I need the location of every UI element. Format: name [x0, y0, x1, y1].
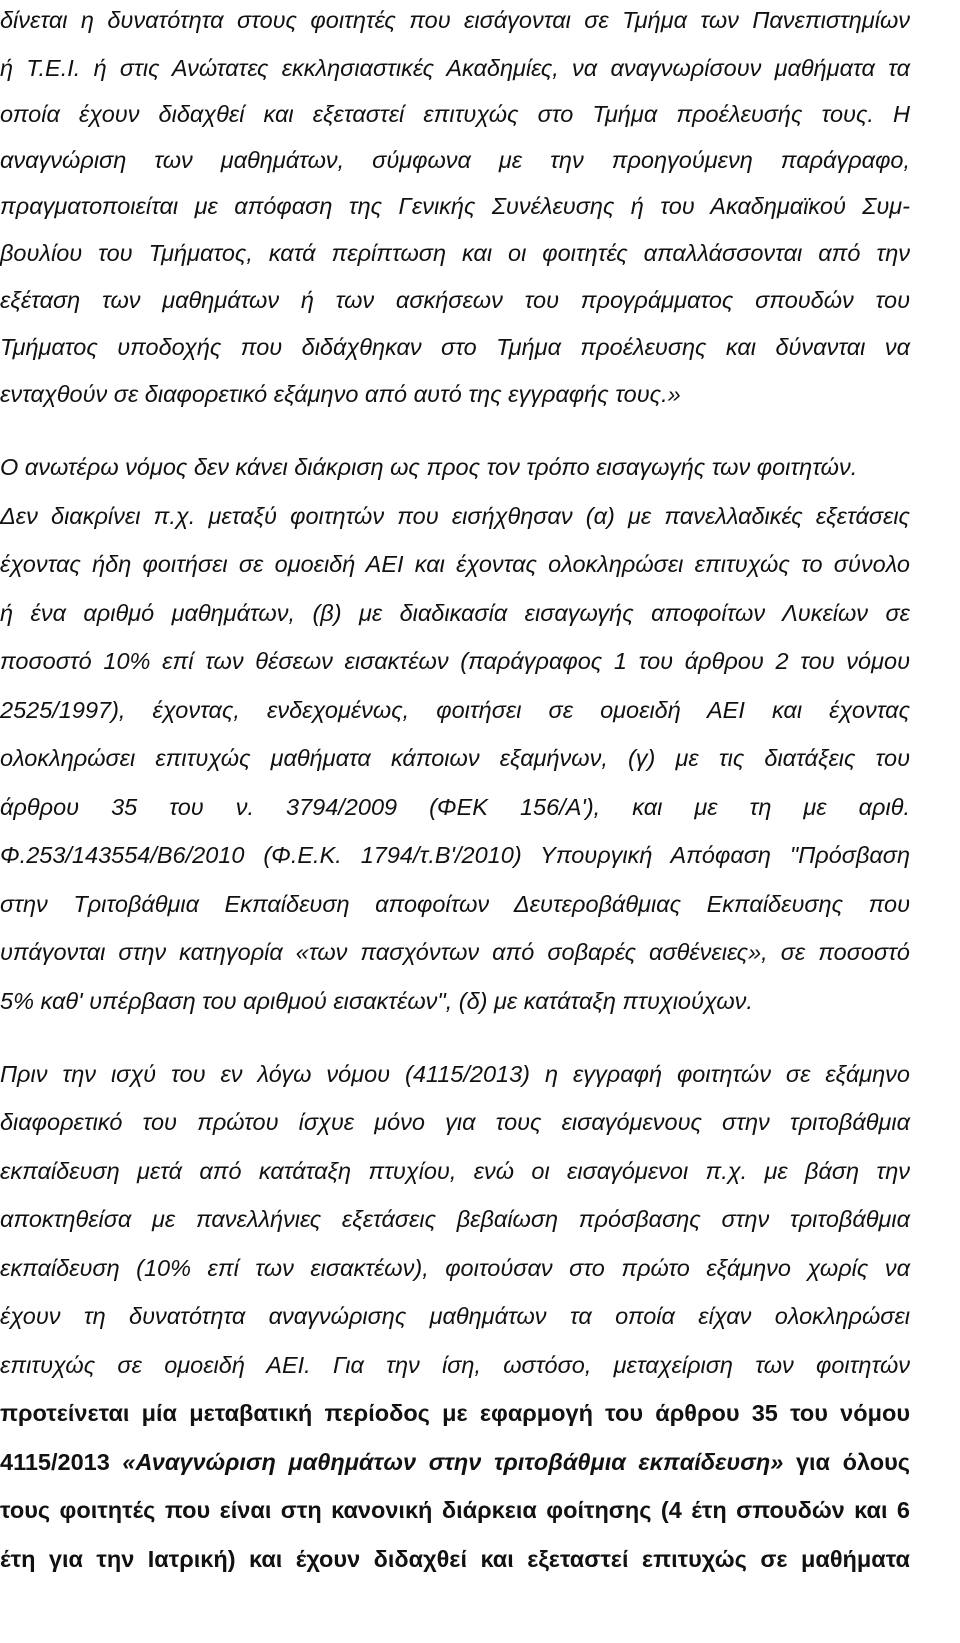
bold-text-line: τους φοιτητές που είναι στη κανονική διάρκεια φοίτησης (4 έτη σπουδών και 6 — [0, 1497, 910, 1523]
text-line: έχοντας ήδη φοιτήσει σε ομοειδή ΑΕΙ και έχοντας ολοκληρώσει επιτυχώς το σύνολο — [0, 551, 910, 577]
bold-text-line: έτη για την Ιατρική) και έχουν διδαχθεί και εξεταστεί επιτυχώς σε μαθήματα — [0, 1546, 910, 1572]
text-line: 5% καθ' υπέρβαση του αριθμού εισακτέων", (δ) με κατάταξη πτυχιούχων. — [0, 988, 753, 1014]
text-line: οποία έχουν διδαχθεί και εξεταστεί επιτυχώς στο Τμήμα προέλευσής τους. Η — [0, 101, 910, 127]
text-line: Φ.253/143554/Β6/2010 (Φ.Ε.Κ. 1794/τ.Β'/2010) Υπουργική Απόφαση "Πρόσβαση — [0, 842, 910, 868]
text-line: 2525/1997), έχοντας, ενδεχομένως, φοιτήσει σε ομοειδή ΑΕΙ και έχοντας — [0, 697, 910, 723]
text-line: υπάγονται στην κατηγορία «των πασχόντων από σοβαρές ασθένειες», σε ποσοστό — [0, 939, 910, 965]
text-line: ή Τ.Ε.Ι. ή στις Ανώτατες εκκλησιαστικές Ακαδημίες, να αναγνωρίσουν μαθήματα τα — [0, 55, 910, 81]
quoted-title: «Αναγνώριση μαθημάτων στην τριτοβάθμια εκπαίδευση» — [122, 1449, 784, 1475]
text-line: Τμήματος υποδοχής που διδάχθηκαν στο Τμήμα προέλευσης και δύνανται να — [0, 334, 910, 360]
text-line: έχουν τη δυνατότητα αναγνώρισης μαθημάτων τα οποία είχαν ολοκληρώσει — [0, 1303, 910, 1329]
text-line: Δεν διακρίνει π.χ. μεταξύ φοιτητών που εισήχθησαν (α) με πανελλαδικές εξετάσεις — [0, 503, 910, 529]
bold-text-line: προτείνεται μία μεταβατική περίοδος με εφαρμογή του άρθρου 35 του νόμου — [0, 1400, 910, 1426]
text-line: διαφορετικό του πρώτου ίσχυε μόνο για τους εισαγόμενους στην τριτοβάθμια — [0, 1109, 910, 1135]
text-line: δίνεται η δυνατότητα στους φοιτητές που εισάγονται σε Τμήμα των Πανεπιστημίων — [0, 7, 910, 33]
text-line: πραγματοποιείται με απόφαση της Γενικής Συνέλευσης ή του Ακαδημαϊκού Συμ- — [0, 193, 910, 219]
text-run: 4115/2013 — [0, 1449, 123, 1475]
text-line: εκπαίδευση μετά από κατάταξη πτυχίου, ενώ οι εισαγόμενοι π.χ. με βάση την — [0, 1158, 910, 1184]
text-line: στην Τριτοβάθμια Εκπαίδευση αποφοίτων Δευτεροβάθμιας Εκπαίδευσης που — [0, 891, 910, 917]
text-line: ποσοστό 10% επί των θέσεων εισακτέων (παράγραφος 1 του άρθρου 2 του νόμου — [0, 648, 910, 674]
text-line: ολοκληρώσει επιτυχώς μαθήματα κάποιων εξαμήνων, (γ) με τις διατάξεις του — [0, 745, 910, 771]
text-run: για όλους — [783, 1449, 910, 1475]
text-line: Πριν την ισχύ του εν λόγω νόμου (4115/2013) η εγγραφή φοιτητών σε εξάμηνο — [0, 1061, 910, 1087]
text-line: επιτυχώς σε ομοειδή ΑΕΙ. Για την ίση, ωστόσο, μεταχείριση των φοιτητών — [0, 1352, 910, 1378]
text-line: εκπαίδευση (10% επί των εισακτέων), φοιτούσαν στο πρώτο εξάμηνο χωρίς να — [0, 1255, 910, 1281]
bold-text-line — [0, 1446, 910, 1478]
text-line: βουλίου του Τμήματος, κατά περίπτωση και οι φοιτητές απαλλάσσονται από την — [0, 240, 910, 266]
text-line: αποκτηθείσα με πανελλήνιες εξετάσεις βεβαίωση πρόσβασης στην τριτοβάθμια — [0, 1206, 910, 1232]
text-line: ενταχθούν σε διαφορετικό εξάμηνο από αυτό της εγγραφής τους.» — [0, 381, 681, 407]
text-line: εξέταση των μαθημάτων ή των ασκήσεων του προγράμματος σπουδών του — [0, 287, 910, 313]
text-line: Ο ανωτέρω νόμος δεν κάνει διάκριση ως προς τον τρόπο εισαγωγής των φοιτητών. — [0, 454, 858, 480]
text-line: ή ένα αριθμό μαθημάτων, (β) με διαδικασία εισαγωγής αποφοίτων Λυκείων σε — [0, 600, 910, 626]
text-line: αναγνώριση των μαθημάτων, σύμφωνα με την προηγούμενη παράγραφο, — [0, 147, 910, 173]
text-line: άρθρου 35 του ν. 3794/2009 (ΦΕΚ 156/Α'), και με τη με αριθ. — [0, 794, 910, 820]
